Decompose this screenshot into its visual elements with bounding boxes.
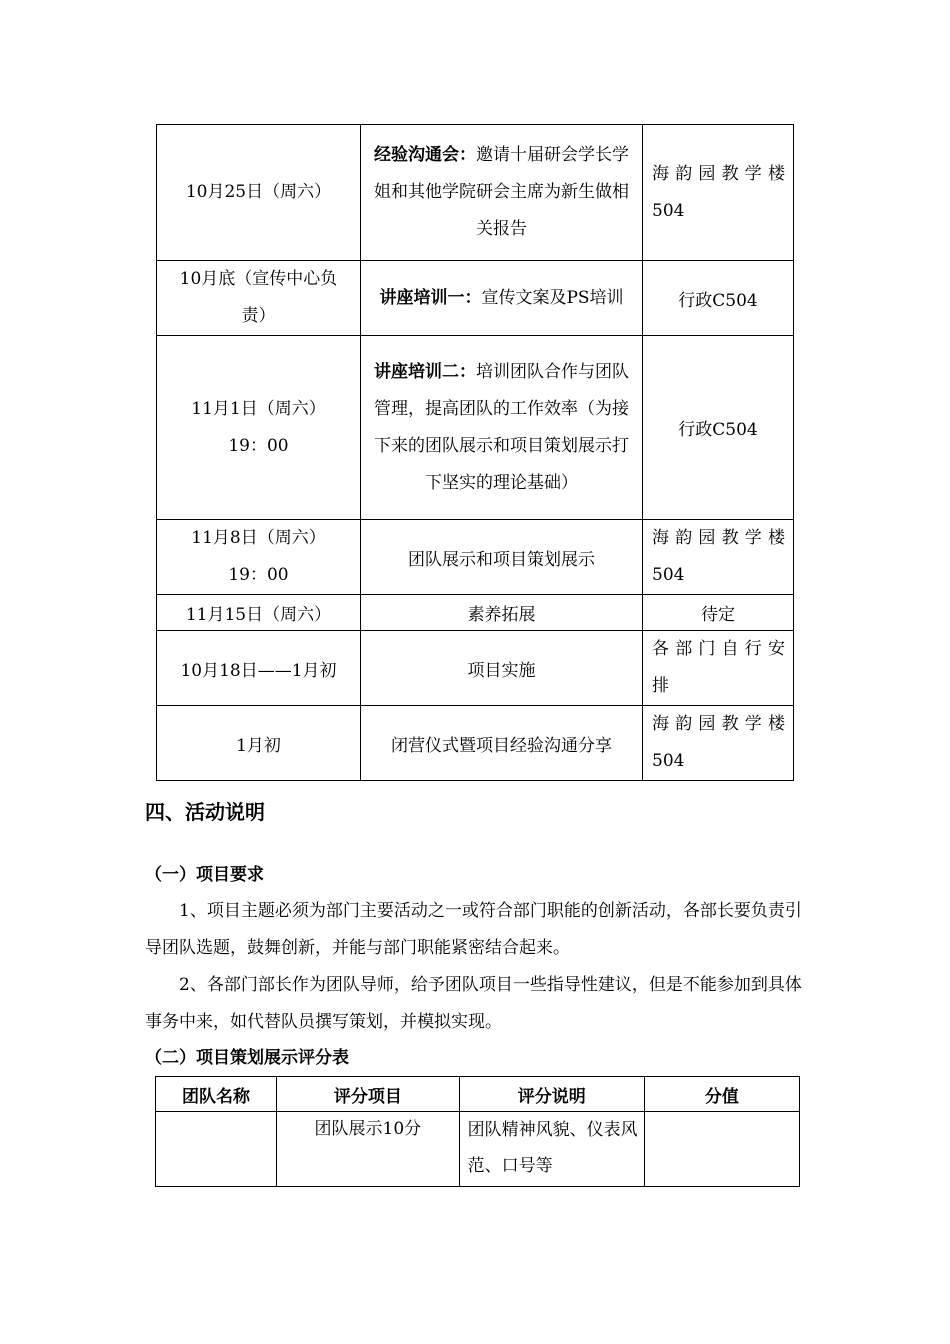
content-text: 闭营仪式暨项目经验沟通分享	[391, 735, 612, 756]
place-cell	[643, 631, 794, 706]
place-line: 504	[652, 565, 685, 585]
item-cell: 团队展示10分	[277, 1112, 460, 1187]
table-header-row	[156, 1077, 800, 1112]
place-line: 504	[652, 751, 685, 771]
time-text: 10月底（宣传中心负	[179, 269, 338, 289]
header-score-value: 分值	[644, 1077, 799, 1112]
place-line: 待定	[701, 605, 735, 625]
place-cell	[643, 125, 794, 261]
table-row	[157, 336, 794, 520]
time-cell	[157, 261, 361, 336]
time-cell	[157, 336, 361, 520]
place-line: 504	[652, 200, 685, 221]
subsection-heading-requirements: （一）项目要求	[145, 865, 264, 885]
time-cell	[157, 595, 361, 631]
table-row	[157, 631, 794, 706]
table-row	[157, 706, 794, 781]
table-row	[157, 261, 794, 336]
table-row	[157, 595, 794, 631]
time-text: 19：00	[228, 435, 289, 456]
time-text: 10月18日——1月初	[180, 660, 337, 681]
content-cell	[361, 520, 643, 595]
time-text: 11月15日（周六）	[185, 605, 332, 625]
time-text: 1月初	[236, 735, 281, 756]
content-text: 素养拓展	[467, 605, 536, 625]
table-row	[157, 125, 794, 261]
header-score-desc: 评分说明	[459, 1077, 644, 1112]
time-cell	[157, 125, 361, 261]
place-cell	[643, 706, 794, 781]
content-text: 宣传文案及PS培训	[481, 287, 624, 308]
place-line: 行政C504	[678, 420, 758, 440]
content-text: 团队展示和项目策划展示	[408, 549, 595, 570]
time-text: 19：00	[228, 565, 289, 585]
content-text: 项目实施	[467, 660, 536, 681]
score-cell	[644, 1112, 799, 1187]
content-cell	[361, 336, 643, 520]
content-cell	[361, 595, 643, 631]
place-line: 排	[652, 676, 669, 696]
content-text: 培训团队合作与团队管理，提高团队的工作效率（为接下来的团队展示和项目策划展示打下坚实的理论基础）	[374, 361, 629, 493]
paragraph-requirement-2: 2、各部门部长作为团队导师，给予团队项目一些指导性建议，但是不能参加到具体事务中来，如代替队员撰写策划，并模拟实现。	[145, 975, 802, 1032]
content-text: 邀请十届研会学长学姐和其他学院研会主席为新生做相关报告	[374, 145, 629, 239]
team-cell	[156, 1112, 277, 1187]
desc-cell: 团队精神风貌、仪表风范、口号等	[459, 1112, 644, 1187]
content-bold: 讲座培训一：	[379, 287, 482, 308]
score-table	[155, 1076, 800, 1187]
section-heading: 四、活动说明	[145, 800, 265, 824]
time-cell	[157, 706, 361, 781]
place-cell	[643, 520, 794, 595]
subsection-heading-scoring: （二）项目策划展示评分表	[145, 1048, 349, 1068]
place-line: 各部门自行安	[652, 639, 785, 659]
schedule-table	[156, 124, 794, 781]
table-row	[157, 520, 794, 595]
content-cell	[361, 261, 643, 336]
content-cell	[361, 706, 643, 781]
time-cell	[157, 520, 361, 595]
content-cell	[361, 125, 643, 261]
paragraph-requirement-1: 1、项目主题必须为部门主要活动之一或符合部门职能的创新活动，各部长要负责引导团队选题，鼓舞创新，并能与部门职能紧密结合起来。	[145, 901, 802, 958]
time-text: 10月25日（周六）	[185, 182, 332, 202]
place-line: 海韵园教学楼	[652, 714, 785, 734]
time-text: 责）	[241, 306, 276, 326]
time-text: 11月1日（周六）	[191, 398, 326, 419]
time-cell	[157, 631, 361, 706]
content-bold: 讲座培训二：	[374, 361, 476, 382]
place-cell	[643, 595, 794, 631]
content-bold: 经验沟通会：	[374, 145, 476, 165]
place-cell	[643, 261, 794, 336]
content-cell	[361, 631, 643, 706]
time-text: 11月8日（周六）	[191, 528, 326, 548]
place-cell	[643, 336, 794, 520]
place-line: 海韵园教学楼	[652, 528, 785, 548]
header-score-item: 评分项目	[277, 1077, 460, 1112]
place-line: 行政C504	[678, 290, 758, 311]
place-line: 海韵园教学楼	[652, 163, 785, 184]
header-team-name: 团队名称	[156, 1077, 277, 1112]
table-row	[156, 1112, 800, 1187]
